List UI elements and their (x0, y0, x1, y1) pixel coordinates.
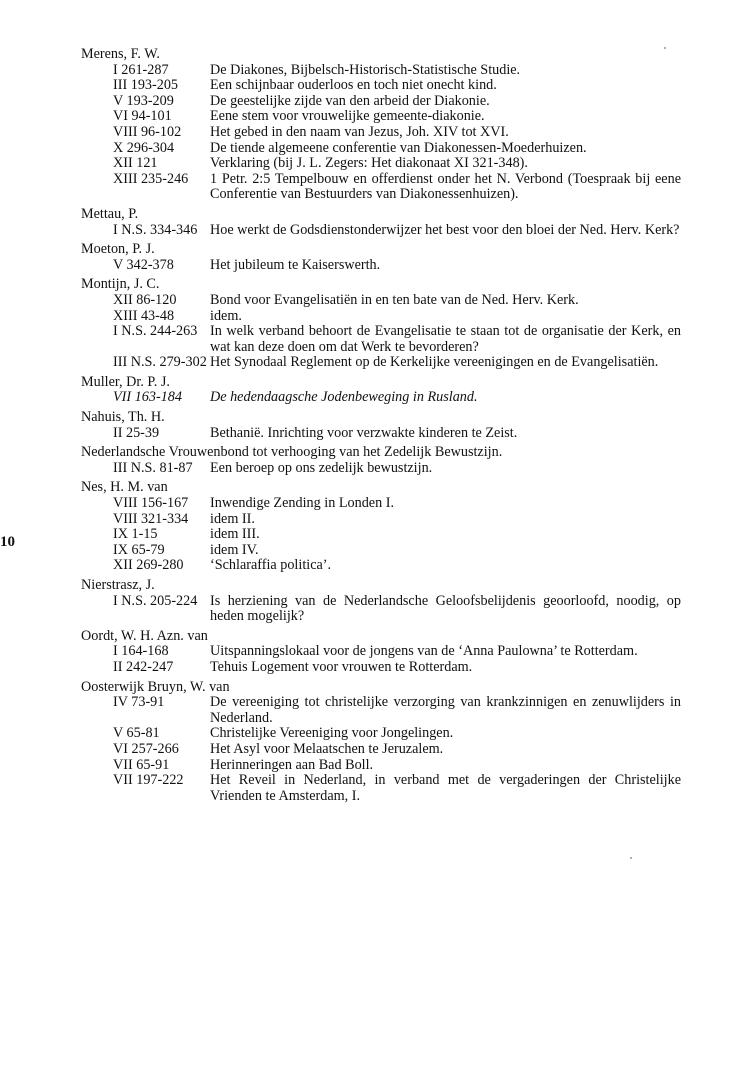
article-title: Uitspanningslokaal voor de jongens van de ‘Anna Paulowna’ te Rotterdam. (210, 643, 638, 660)
volume-page-reference: II 242-247 (113, 658, 174, 675)
article-title: Een schijnbaar ouderloos en toch niet onecht kind. (210, 77, 497, 94)
index-entry (81, 78, 681, 94)
volume-page-reference: VIII 156-167 (113, 495, 189, 512)
index-entry (81, 293, 681, 309)
volume-page-reference: I N.S. 205-224 (113, 592, 198, 609)
index-entry (81, 742, 681, 758)
scan-speck (630, 857, 632, 859)
index-entry (81, 773, 681, 804)
author-name: Nahuis, Th. H. (81, 409, 165, 426)
article-title: De tiende algemeene conferentie van Diakonessen-Moederhuizen. (210, 139, 587, 156)
article-title: Het Synodaal Reglement op de Kerkelijke vereenigingen en de Evangelisatiën. (210, 354, 659, 371)
index-entry (81, 461, 681, 477)
author-group (81, 578, 681, 625)
index-entry (81, 156, 681, 172)
volume-page-reference: VIII 96-102 (113, 123, 182, 140)
volume-page-reference: III N.S. 81-87 (113, 459, 193, 476)
author-name: Oordt, W. H. Azn. van (81, 627, 208, 644)
article-title: Verklaring (bij J. L. Zegers: Het diakonaat XI 321-348). (210, 155, 528, 172)
volume-page-reference: I N.S. 334-346 (113, 221, 198, 238)
author-name: Oosterwijk Bruyn, W. van (81, 678, 230, 695)
article-title: Tehuis Logement voor vrouwen te Rotterdam. (210, 658, 473, 675)
article-title: Bond voor Evangelisatiën in en ten bate van de Ned. Herv. Kerk. (210, 291, 579, 308)
volume-page-reference: XII 86-120 (113, 291, 177, 308)
article-title: Christelijke Vereeniging voor Jongelingen. (210, 725, 454, 742)
volume-page-reference: VII 197-222 (113, 772, 184, 789)
author-group (81, 207, 681, 238)
article-title: idem III. (210, 526, 260, 543)
volume-page-reference: VI 257-266 (113, 740, 179, 757)
index-entry (81, 527, 681, 543)
index-entry (81, 496, 681, 512)
article-title: Hoe werkt de Godsdienstonderwijzer het best voor den bloei der Ned. Herv. Kerk? (210, 221, 680, 238)
index-entry (81, 644, 681, 660)
article-title: 1 Petr. 2:5 Tempelbouw en offerdienst onder het N. Verbond (Toespraak bij eene Conferentie van Bestuurders van Diakonessenhuizen). (210, 170, 681, 203)
volume-page-reference: XIII 235-246 (113, 170, 189, 187)
volume-page-reference: V 193-209 (113, 92, 174, 109)
index-entry (81, 594, 681, 625)
article-title: Het Asyl voor Melaatschen te Jeruzalem. (210, 740, 444, 757)
index-entry (81, 109, 681, 125)
volume-page-reference: I 261-287 (113, 61, 169, 78)
index-entry (81, 141, 681, 157)
index-entry (81, 172, 681, 203)
author-group (81, 445, 681, 476)
article-title: De Diakones, Bijbelsch-Historisch-Statistische Studie. (210, 61, 521, 78)
index-entry (81, 309, 681, 325)
volume-page-reference: VII 163-184 (113, 389, 182, 406)
author-name: Nes, H. M. van (81, 479, 168, 496)
article-title: idem IV. (210, 541, 259, 558)
article-title: Het gebed in den naam van Jezus, Joh. XIV tot XVI. (210, 123, 509, 140)
volume-page-reference: V 342-378 (113, 256, 174, 273)
author-group (81, 242, 681, 273)
index-entry (81, 695, 681, 726)
volume-page-reference: II 25-39 (113, 424, 160, 441)
article-title: ‘Schlaraffia politica’. (210, 557, 332, 574)
volume-page-reference: I N.S. 244-263 (113, 323, 198, 340)
author-index (81, 47, 681, 804)
article-title: idem. (210, 307, 242, 324)
volume-page-reference: IX 65-79 (113, 541, 165, 558)
article-title: De vereeniging tot christelijke verzorging van krankzinnigen en zenuwlijders in Nederland. (210, 694, 681, 726)
volume-page-reference: I 164-168 (113, 643, 169, 660)
volume-page-reference: IX 1-15 (113, 526, 158, 543)
index-entry (81, 426, 681, 442)
index-entry (81, 390, 681, 406)
volume-page-reference: XII 121 (113, 155, 158, 172)
author-name: Mettau, P. (81, 205, 139, 222)
article-title: De geestelijke zijde van den arbeid der Diakonie. (210, 92, 490, 109)
volume-page-reference: X 296-304 (113, 139, 175, 156)
index-entry (81, 512, 681, 528)
index-entry (81, 125, 681, 141)
article-title: Een beroep op ons zedelijk bewustzijn. (210, 459, 433, 476)
author-group (81, 277, 681, 371)
author-name: Merens, F. W. (81, 46, 160, 62)
article-title: Herinneringen aan Bad Boll. (210, 756, 374, 773)
index-entry (81, 63, 681, 79)
article-title: idem II. (210, 510, 255, 527)
index-entry (81, 94, 681, 110)
author-group (81, 47, 681, 203)
volume-page-reference: VI 94-101 (113, 108, 172, 125)
article-title: Eene stem voor vrouwelijke gemeente-diakonie. (210, 108, 485, 125)
index-entry (81, 543, 681, 559)
article-title: Het jubileum te Kaiserswerth. (210, 256, 381, 273)
article-title: Is herziening van de Nederlandsche Geloofsbelijdenis geoorloofd, noodig, op heden mogelijk? (210, 592, 681, 625)
author-group (81, 629, 681, 676)
author-name: Nierstrasz, J. (81, 577, 155, 593)
volume-page-reference: VII 65-91 (113, 756, 170, 773)
volume-page-reference: VIII 321-334 (113, 510, 189, 527)
volume-page-reference: XIII 43-48 (113, 307, 175, 324)
author-name: Nederlandsche Vrouwenbond tot verhooging van het Zedelijk Bewustzijn. (81, 444, 503, 461)
author-group (81, 680, 681, 805)
index-entry (81, 258, 681, 274)
index-entry (81, 223, 681, 239)
index-entry (81, 558, 681, 574)
article-title: Het Reveil in Nederland, in verband met de vergaderingen der Christelijke Vrienden te Amsterdam, I. (210, 772, 681, 804)
index-entry (81, 324, 681, 355)
index-entry (81, 726, 681, 742)
volume-page-reference: III 193-205 (113, 77, 179, 94)
author-group (81, 375, 681, 406)
index-entry (81, 758, 681, 774)
volume-page-reference: XII 269-280 (113, 557, 184, 574)
volume-page-reference: III N.S. 279-302 (113, 354, 207, 371)
index-entry (81, 355, 681, 371)
index-entry (81, 660, 681, 676)
author-name: Muller, Dr. P. J. (81, 373, 170, 390)
volume-page-reference: V 65-81 (113, 725, 160, 742)
volume-page-reference: IV 73-91 (113, 694, 165, 711)
article-title: De hedendaagsche Jodenbeweging in Rusland. (210, 389, 478, 406)
scan-speck (664, 47, 666, 49)
article-title: In welk verband behoort de Evangelisatie te staan tot de organisatie der Kerk, en wat kan deze doen om dat Werk te bevorderen? (210, 323, 681, 355)
author-group (81, 410, 681, 441)
article-title: Inwendige Zending in Londen I. (210, 495, 394, 512)
page-number: 10 (0, 534, 15, 550)
author-group (81, 480, 681, 574)
author-name: Moeton, P. J. (81, 241, 155, 258)
author-name: Montijn, J. C. (81, 276, 160, 293)
article-title: Bethanië. Inrichting voor verzwakte kinderen te Zeist. (210, 424, 518, 441)
